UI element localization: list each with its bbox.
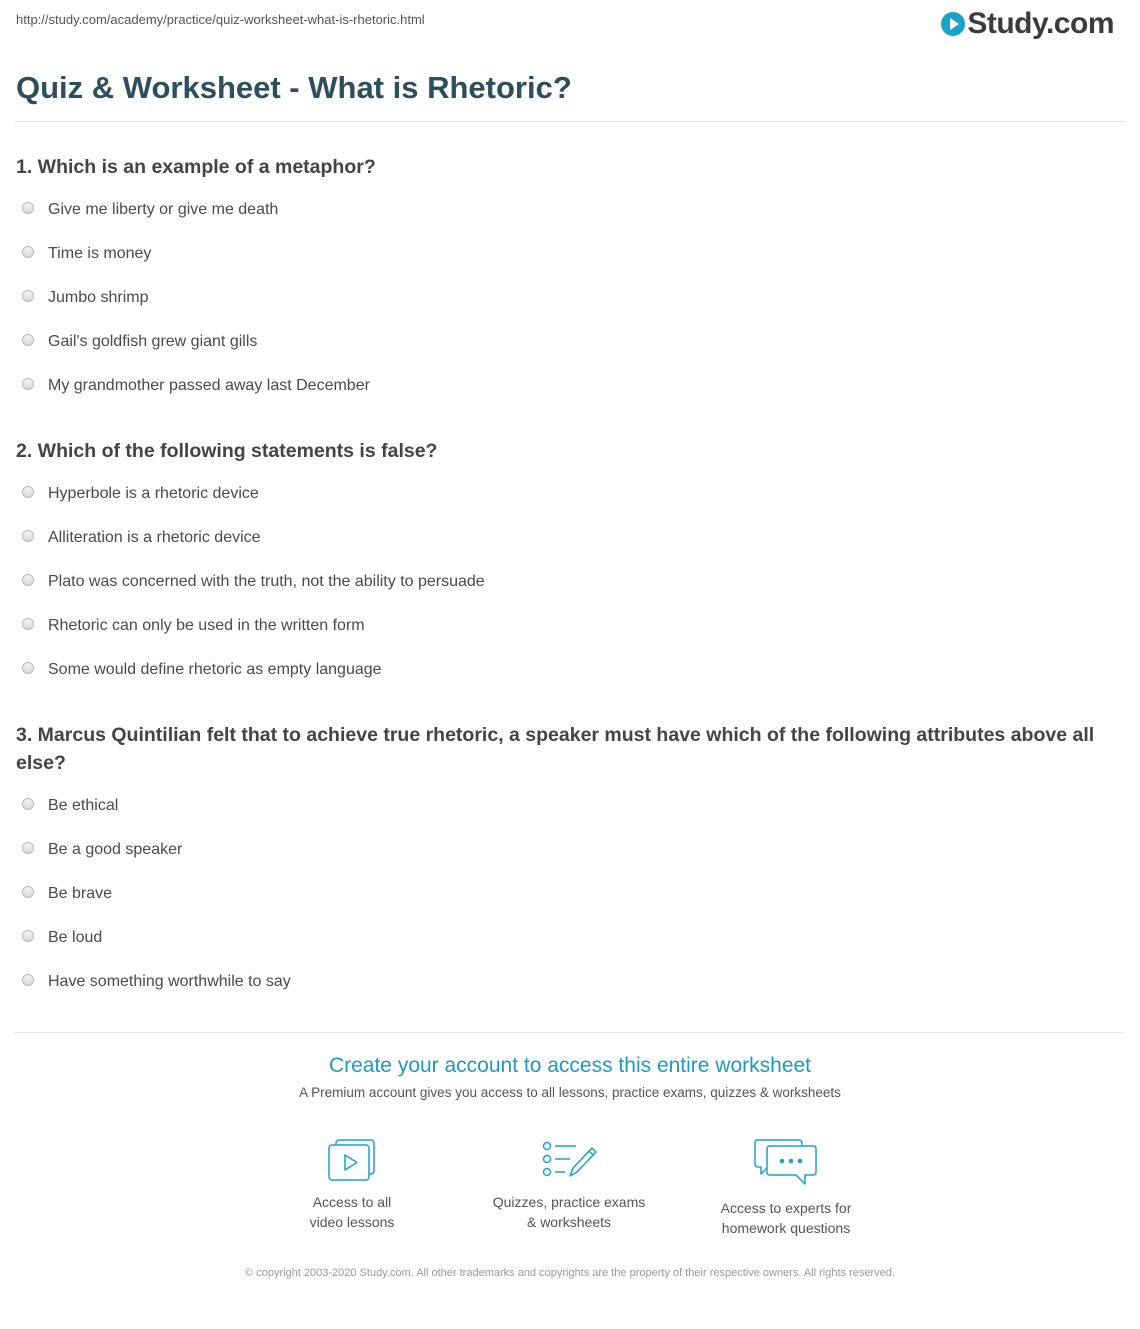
q2-option-1[interactable] — [22, 482, 259, 506]
option-label: Gail's goldfish grew giant gills — [48, 333, 258, 350]
quiz-checklist-icon — [540, 1138, 598, 1182]
q3-option-5[interactable] — [22, 970, 291, 994]
option-label: Have something worthwhile to say — [48, 973, 291, 990]
question-1: 1. Which is an example of a metaphor? — [16, 156, 376, 178]
option-label: Be a good speaker — [48, 841, 183, 858]
option-label: Hyperbole is a rhetoric device — [48, 485, 259, 502]
page-title: Quiz & Worksheet - What is Rhetoric? — [16, 70, 572, 105]
q1-option-2[interactable] — [22, 242, 151, 266]
q2-option-4[interactable] — [22, 614, 365, 638]
copyright-notice: © copyright 2003-2020 Study.com. All other trademarks and copyrights are the property of their respective owners. All rights reserved. — [245, 1267, 895, 1279]
radio-button[interactable] — [22, 378, 34, 390]
feature-label-line-2: video lessons — [309, 1214, 395, 1230]
q3-option-4[interactable] — [22, 926, 102, 950]
radio-button[interactable] — [22, 886, 34, 898]
radio-button[interactable] — [22, 574, 34, 586]
cta-subtitle: A Premium account gives you access to all lessons, practice exams, quizzes & worksheets — [299, 1085, 841, 1100]
q3-option-3[interactable] — [22, 882, 112, 906]
cta-divider — [14, 1032, 1124, 1033]
radio-button[interactable] — [22, 618, 34, 630]
radio-button[interactable] — [22, 334, 34, 346]
option-label: Be loud — [48, 929, 103, 946]
question-3: 3. Marcus Quintilian felt that to achieve true rhetoric, a speaker must have which of the following attributes above all else? — [16, 724, 1095, 774]
option-label: My grandmother passed away last December — [48, 377, 370, 394]
create-account-link[interactable]: Create your account to access this entire worksheet — [328, 1054, 812, 1077]
option-label: Time is money — [48, 245, 152, 262]
study-logo[interactable] — [941, 6, 1114, 42]
q3-option-2[interactable] — [22, 838, 182, 862]
radio-button[interactable] — [22, 202, 34, 214]
radio-button[interactable] — [22, 930, 34, 942]
page-url: http://study.com/academy/practice/quiz-worksheet-what-is-rhetoric.html — [16, 12, 425, 27]
option-label: Plato was concerned with the truth, not the ability to persuade — [48, 573, 485, 590]
feature-label-line-2: & worksheets — [526, 1214, 612, 1230]
q2-option-5[interactable] — [22, 658, 382, 682]
option-label: Give me liberty or give me death — [48, 201, 279, 218]
feature-label-line-1: Access to all — [312, 1194, 392, 1210]
option-label: Rhetoric can only be used in the written form — [48, 617, 365, 634]
radio-button[interactable] — [22, 530, 34, 542]
q1-option-5[interactable] — [22, 374, 370, 398]
q2-option-3[interactable] — [22, 570, 485, 594]
feature-quizzes — [469, 1138, 669, 1232]
feature-label-line-2: homework questions — [721, 1220, 851, 1236]
q1-option-3[interactable] — [22, 286, 148, 310]
feature-video-lessons — [252, 1138, 452, 1232]
radio-button[interactable] — [22, 290, 34, 302]
feature-label-line-1: Quizzes, practice exams — [492, 1194, 646, 1210]
option-label: Some would define rhetoric as empty language — [48, 661, 382, 678]
radio-button[interactable] — [22, 798, 34, 810]
feature-experts — [686, 1138, 886, 1238]
option-label: Be brave — [48, 885, 113, 902]
q2-option-2[interactable] — [22, 526, 261, 550]
study-logo-text: Study.com — [967, 7, 1114, 40]
option-label: Jumbo shrimp — [48, 289, 149, 306]
header-divider — [14, 121, 1124, 122]
radio-button[interactable] — [22, 246, 34, 258]
chat-bubbles-icon — [753, 1138, 819, 1188]
radio-button[interactable] — [22, 974, 34, 986]
question-2: 2. Which of the following statements is false? — [16, 440, 438, 462]
video-lessons-icon — [326, 1138, 378, 1182]
radio-button[interactable] — [22, 842, 34, 854]
study-logo-play-icon — [941, 12, 965, 36]
radio-button[interactable] — [22, 486, 34, 498]
option-label: Be ethical — [48, 797, 119, 814]
q1-option-4[interactable] — [22, 330, 257, 354]
option-label: Alliteration is a rhetoric device — [48, 529, 261, 546]
feature-label-line-1: Access to experts for — [720, 1200, 852, 1216]
radio-button[interactable] — [22, 662, 34, 674]
q1-option-1[interactable] — [22, 198, 278, 222]
q3-option-1[interactable] — [22, 794, 118, 818]
